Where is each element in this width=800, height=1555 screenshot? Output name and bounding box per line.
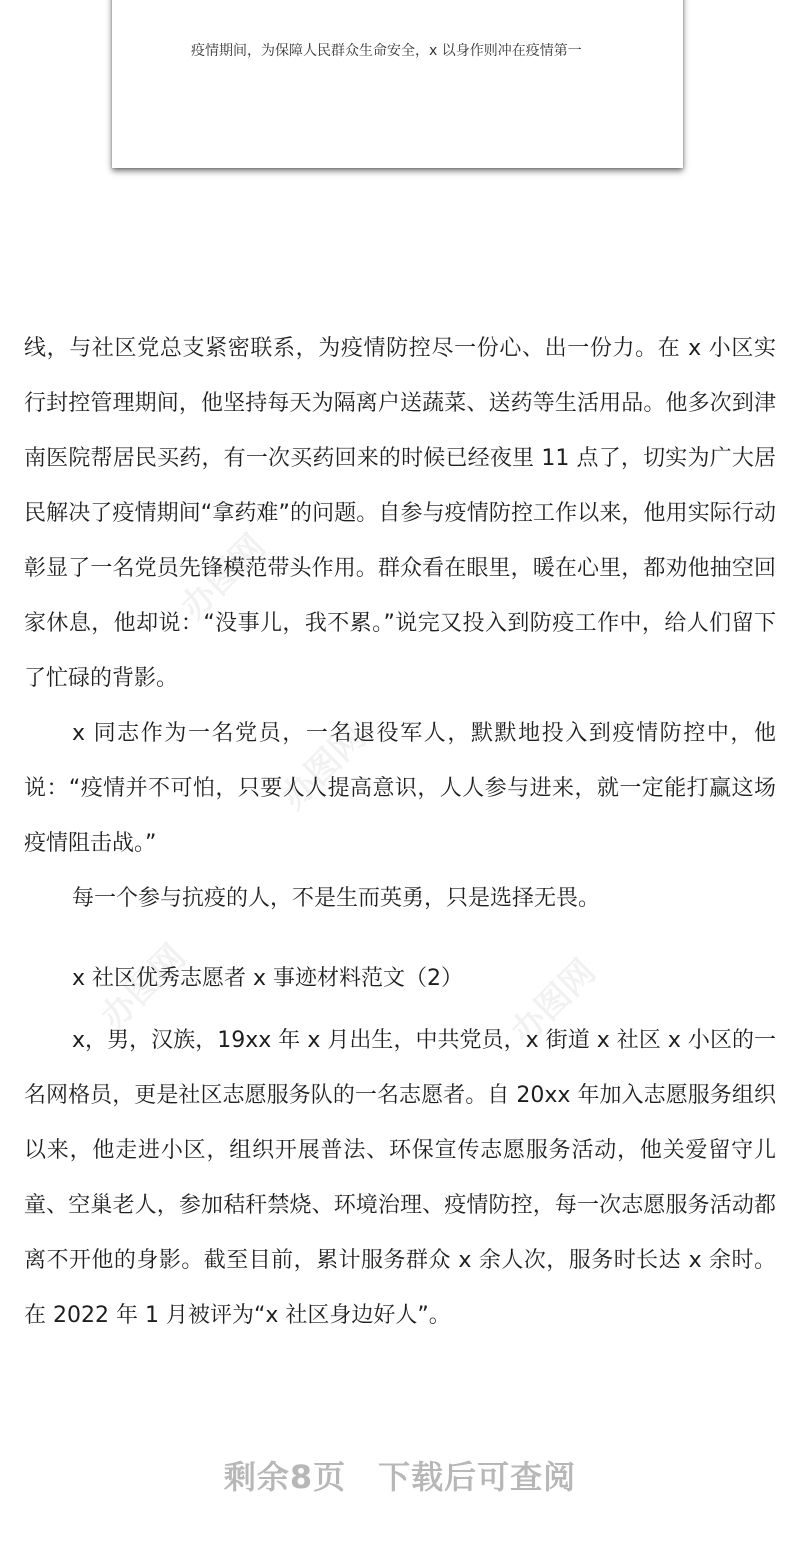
paragraph-continuation: 线，与社区党总支紧密联系，为疫情防控尽一份心、出一份力。在 x 小区实行封控管理期间，他坚持每天为隔离户送蔬菜、送药等生活用品。他多次到津南医院帮居民买药，有一次买药回来的时候已经夜里 11 点了，切实为广大居民解决了疫情期间“拿药难”的问题。自参与疫情防控工作以来，他用实际行动彰显了一名党员先锋模范带头作用。群众看在眼里，暖在心里，都劝他抽空回家休息，他却说：“没事儿，我不累。”说完又投入到防疫工作中，给人们留下了忙碌的背影。 [24, 336, 776, 691]
watermark: 办图网 [173, 526, 274, 628]
section-paragraph: x，男，汉族，19xx 年 x 月出生，中共党员，x 街道 x 社区 x 小区的一名网格员，更是社区志愿服务队的一名志愿者。自 20xx 年加入志愿服务组织以来，他走进小区，组织开展普法、环保宣传志愿服务活动，他关爱留守儿童、空巢老人，参加秸秆禁烧、环境治理、疫情防控，每一次志愿服务活动都离不开他的身影。截至目前，累计服务群众 x 余人次，服务时长达 x 余时。在 2022 年 1 月被评为“x 社区身边好人”。 [24, 1028, 776, 1328]
paragraph-closing: 每一个参与抗疫的人，不是生而英勇，只是选择无畏。 [72, 886, 601, 911]
watermark: 办图网 [93, 936, 194, 1038]
paragraph-quote: x 同志作为一名党员，一名退役军人，默默地投入到疫情防控中，他说：“疫情并不可怕，只要人人提高意识，人人参与进来，就一定能打赢这场疫情阻击战。” [24, 721, 776, 856]
document-preview-card [112, 0, 683, 168]
watermark: 办图网 [503, 951, 604, 1053]
download-prompt[interactable] [0, 1452, 800, 1498]
section-heading: x 社区优秀志愿者 x 事迹材料范文（2） [72, 966, 464, 991]
document-body [24, 321, 776, 1343]
watermark: 办图网 [273, 716, 374, 818]
preview-text: 疫情期间，为保障人民群众生命安全，x 以身作则冲在疫情第一 [191, 43, 582, 59]
download-label[interactable]: 下载后可查阅 [378, 1458, 577, 1496]
remaining-pages-label: 剩余8页 [223, 1458, 347, 1496]
